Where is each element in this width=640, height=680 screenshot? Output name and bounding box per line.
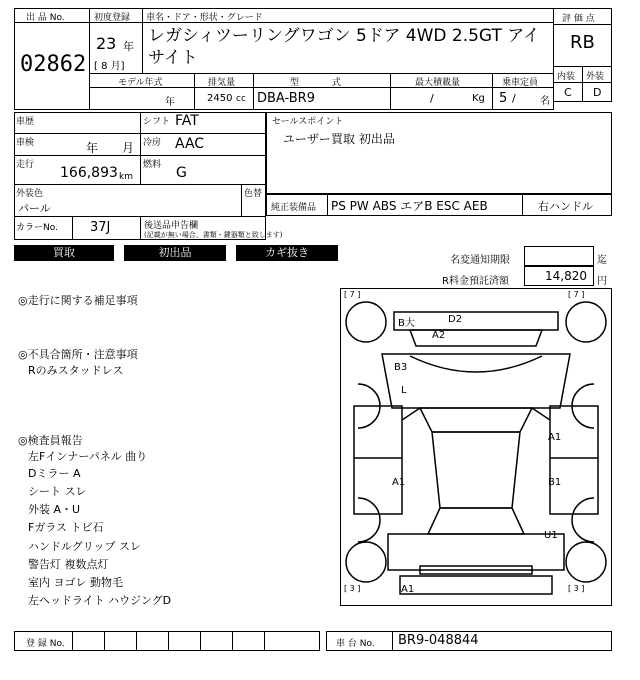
color-no-label: カラーNo.: [16, 223, 58, 233]
capacity: 5: [499, 91, 508, 106]
damage-mark: A1: [401, 584, 415, 595]
color-change-label: 色替: [244, 189, 263, 199]
aftermarket-note: (記載が無い場合、書類・鍵器類と致します): [144, 231, 283, 239]
equipment: PS PW ABS エアB ESC AEB: [331, 199, 488, 213]
inspector-item: 外装 A・U: [28, 503, 81, 516]
lot-number: 02862: [20, 52, 87, 77]
interior-label: 内装: [557, 72, 576, 82]
recycle-label: R料金預託済額: [442, 276, 509, 287]
chassis-number: BR9-048844: [398, 633, 479, 648]
tag-first-listing: 初出品: [124, 245, 226, 261]
ac: AAC: [175, 136, 205, 152]
load-label: 最大積載量: [415, 78, 461, 88]
interior-grade: C: [564, 86, 572, 99]
name-change-box: [524, 246, 594, 266]
tire-fl-icon: [346, 302, 386, 342]
tire-rl-label: [ 3 ]: [344, 584, 361, 593]
damage-mark: B1: [548, 477, 562, 488]
displacement: 2450: [207, 93, 233, 104]
tire-fl-label: [ 7 ]: [344, 290, 361, 299]
damage-mark: D2: [448, 314, 463, 325]
overall-grade: RB: [570, 32, 595, 53]
damage-mark: A1: [548, 432, 562, 443]
name-change-unit: 迄: [597, 255, 607, 266]
inspection-label: 車検: [16, 138, 35, 148]
mileage: 166,893: [60, 165, 118, 181]
model-year-unit: 年: [165, 97, 175, 108]
tire-rr-icon: [566, 542, 606, 582]
damage-mark: U1: [544, 530, 558, 541]
defect-item: Rのみスタッドレス: [28, 364, 124, 377]
capacity-label: 乗車定員: [502, 78, 539, 88]
shift: FAT: [175, 113, 199, 129]
inspector-item: シート スレ: [28, 485, 87, 498]
capacity-unit: 名: [540, 96, 550, 107]
tire-rr-label: [ 3 ]: [568, 584, 585, 593]
name-change-label: 名変通知期限: [450, 255, 510, 266]
inspector-item: 左ヘッドライト ハウジングD: [28, 594, 172, 607]
model: DBA-BR9: [257, 91, 315, 106]
defects-title: ◎不具合箇所・注意事項: [18, 348, 138, 361]
sales-point-label: セールスポイント: [272, 117, 344, 127]
damage-mark: B大: [398, 318, 415, 329]
exterior-grade: D: [593, 86, 602, 99]
history-label: 車歴: [16, 117, 35, 127]
fuel: G: [176, 165, 187, 181]
car-name-label: 車名・ドア・形状・グレード: [146, 13, 263, 23]
ext-color-label: 外装色: [16, 189, 44, 199]
inspection-year-unit: 年: [86, 141, 99, 155]
load-unit: Kg: [472, 93, 485, 104]
inspector-item: 室内 ヨゴレ 動物毛: [28, 576, 123, 589]
ac-label: 冷房: [143, 138, 162, 148]
damage-mark: B3: [394, 362, 408, 373]
aftermarket-label: 後送品申告欄: [144, 221, 199, 231]
car-name: レガシィツーリングワゴン 5ドア 4WD 2.5GT アイサイト: [148, 26, 540, 68]
exterior-label: 外装: [586, 72, 605, 82]
recycle-value: 14,820: [545, 269, 587, 283]
first-reg-label: 初度登録: [94, 13, 131, 23]
displacement-label: 排気量: [208, 78, 236, 88]
inspector-item: Dミラー A: [28, 467, 81, 480]
first-reg-year-unit: 年: [123, 40, 134, 53]
tire-fr-label: [ 7 ]: [568, 290, 585, 299]
damage-mark: A2: [432, 330, 446, 341]
inspector-item: ハンドルグリップ スレ: [28, 540, 141, 553]
steering: 右ハンドル: [538, 200, 593, 213]
tag-buyback: 買取: [14, 245, 114, 261]
fuel-label: 燃料: [143, 160, 162, 170]
first-reg-month: [ 8 月]: [94, 61, 125, 72]
equipment-label: 純正装備品: [271, 203, 317, 213]
shift-label: シフト: [143, 117, 171, 127]
grade-label: 評 価 点: [562, 14, 595, 24]
tire-fr-icon: [566, 302, 606, 342]
model-label: 型 式: [290, 78, 341, 88]
first-reg-year: 23: [96, 34, 117, 53]
inspector-item: Fガラス トビ石: [28, 521, 104, 534]
color-no: 37J: [90, 220, 111, 235]
ext-color: パール: [18, 202, 51, 215]
chassis-label: 車 台 No.: [336, 639, 375, 649]
displacement-unit: cc: [236, 94, 246, 104]
tire-rl-icon: [346, 542, 386, 582]
mileage-label: 走行: [16, 160, 35, 170]
registration-label: 登 録 No.: [26, 639, 65, 649]
capacity-separator: /: [512, 92, 516, 105]
recycle-unit: 円: [597, 276, 607, 287]
inspection-month-unit: 月: [122, 141, 135, 155]
car-outline-diagram: [340, 288, 612, 606]
inspector-title: ◎検査員報告: [18, 434, 83, 447]
mileage-unit: km: [119, 172, 133, 182]
damage-mark: A1: [392, 477, 406, 488]
tag-key-removed: カギ抜き: [236, 245, 338, 261]
sales-point: ユーザー買取 初出品: [283, 132, 395, 146]
load-separator: /: [430, 92, 434, 105]
lot-label: 出 品 No.: [26, 13, 65, 23]
model-year-label: モデル年式: [118, 78, 163, 88]
driving-notes-title: ◎走行に関する補足事項: [18, 294, 138, 307]
inspector-item: 左Fインナーパネル 曲り: [28, 450, 148, 463]
inspector-item: 警告灯 複数点灯: [28, 558, 109, 571]
damage-mark: L: [401, 385, 407, 396]
